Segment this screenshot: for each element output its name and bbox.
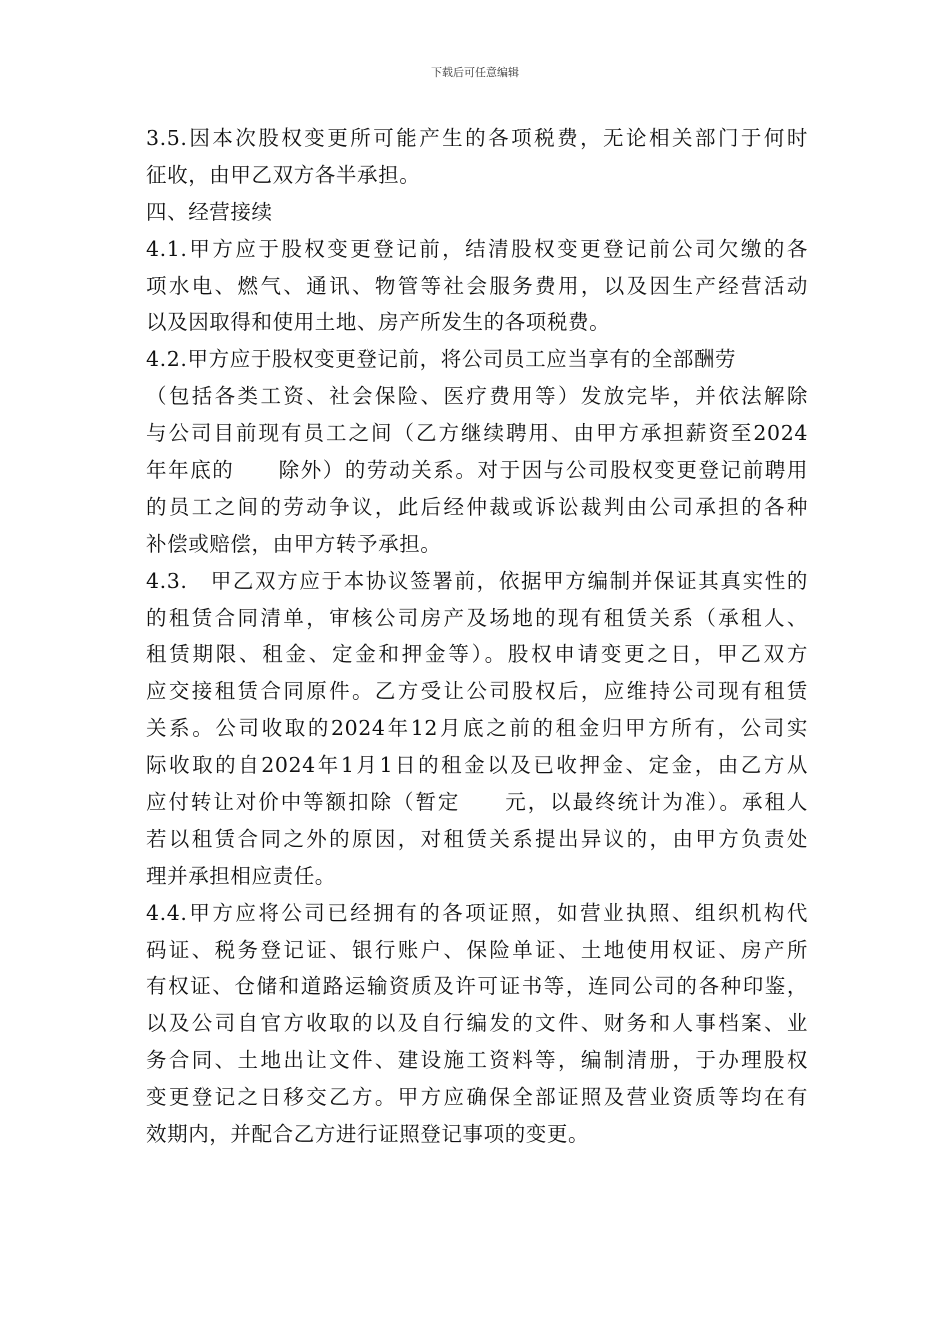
section-heading: 四、经营接续 [146, 199, 273, 224]
text-line: 理并承担相应责任。 [146, 863, 336, 888]
text-line: （包括各类工资、社会保险、医疗费用等）发放完毕，并依法解除 [146, 384, 808, 409]
text-line: 补偿或赔偿，由甲方转予承担。 [146, 531, 442, 556]
text-line: 应付转让对价中等额扣除（暂定 元，以最终统计为准）。承租人 [146, 790, 808, 815]
text-line: 年年底的 除外）的劳动关系。对于因与公司股权变更登记前聘用 [146, 458, 808, 483]
text-line: 4.3. 甲乙双方应于本协议签署前，依据甲方编制并保证其真实性的 [146, 568, 808, 593]
text-line: 租赁期限、租金、定金和押金等）。股权申请变更之日，甲乙双方 [146, 642, 808, 667]
text-line: 的员工之间的劳动争议，此后经仲裁或诉讼裁判由公司承担的各种 [146, 494, 808, 519]
text-line: 务合同、土地出让文件、建设施工资料等，编制清册，于办理股权 [146, 1048, 808, 1073]
text-line: 征收，由甲乙双方各半承担。 [146, 162, 421, 187]
page-header: 下载后可任意编辑 [431, 66, 519, 79]
text-line: 际收取的自2024年1月1日的租金以及已收押金、定金，由乙方从 [146, 753, 808, 778]
text-line: 若以租赁合同之外的原因，对租赁关系提出异议的，由甲方负责处 [146, 826, 808, 851]
text-line: 的租赁合同清单，审核公司房产及场地的现有租赁关系（承租人、 [146, 605, 808, 630]
text-line: 4.4.甲方应将公司已经拥有的各项证照，如营业执照、组织机构代 [146, 900, 808, 925]
text-line: 效期内，并配合乙方进行证照登记事项的变更。 [146, 1122, 590, 1147]
text-line: 项水电、燃气、通讯、物管等社会服务费用，以及因生产经营活动 [146, 273, 808, 298]
text-line: 以及公司自官方收取的以及自行编发的文件、财务和人事档案、业 [146, 1011, 808, 1036]
text-line: 码证、税务登记证、银行账户、保险单证、土地使用权证、房产所 [146, 937, 808, 962]
text-line: 与公司目前现有员工之间（乙方继续聘用、由甲方承担薪资至2024 [146, 421, 808, 446]
text-line: 4.1.甲方应于股权变更登记前，结清股权变更登记前公司欠缴的各 [146, 236, 808, 261]
text-line: 以及因取得和使用土地、房产所发生的各项税费。 [146, 310, 611, 335]
text-line: 应交接租赁合同原件。乙方受让公司股权后，应维持公司现有租赁 [146, 679, 808, 704]
text-line: 4.2.甲方应于股权变更登记前，将公司员工应当享有的全部酬劳 [146, 347, 737, 372]
text-line: 有权证、仓储和道路运输资质及许可证书等，连同公司的各种印鉴， [146, 974, 808, 999]
text-line: 变更登记之日移交乙方。甲方应确保全部证照及营业资质等均在有 [146, 1085, 808, 1110]
text-line: 3.5.因本次股权变更所可能产生的各项税费，无论相关部门于何时 [146, 126, 808, 150]
text-line: 关系。公司收取的2024年12月底之前的租金归甲方所有，公司实 [146, 716, 808, 741]
document-body [146, 120, 808, 1153]
